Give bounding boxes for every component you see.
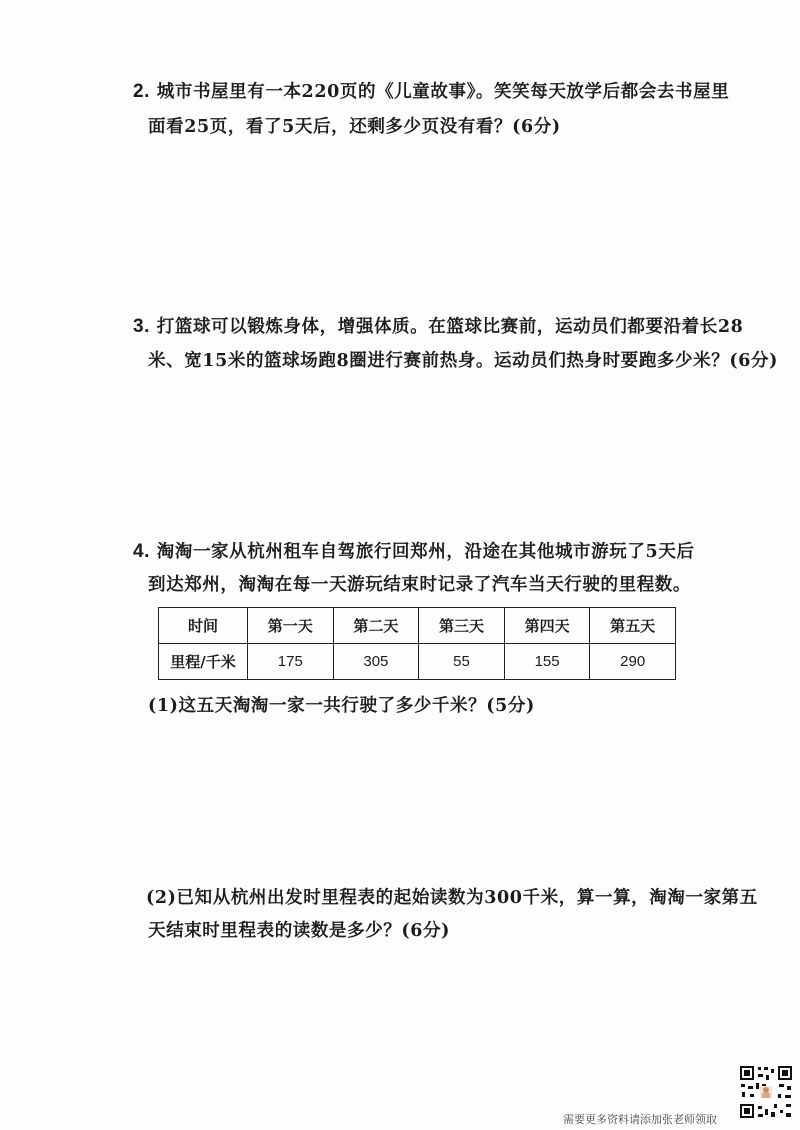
table-header-cell: 第一天 [248,608,334,644]
table-header-cell: 第五天 [590,608,676,644]
table-cell: 305 [333,644,419,680]
question-4-sub-2-line-1: (2)已知从杭州出发时里程表的起始读数为300千米，算一算，淘淘一家第五 [146,888,758,908]
question-2-line-2: 面看25页，看了5天后，还剩多少页没有看？(6分) [148,117,561,137]
question-3-number: 3. [133,316,151,337]
question-2-number: 2. [133,81,151,102]
question-3-line-2: 米、宽15米的篮球场跑8圈进行赛前热身。运动员们热身时要跑多少米？(6分) [148,351,778,371]
question-3-text-1: 打篮球可以锻炼身体，增强体质。在篮球比赛前，运动员们都要沿着长28 [156,317,744,337]
question-2-text-1: 城市书屋里有一本220页的《儿童故事》。笑笑每天放学后都会去书屋里 [156,82,730,102]
footer-note: 需要更多资料请添加张老师领取 [563,1113,717,1126]
question-4-line-1 [133,538,694,563]
table-header-cell: 第三天 [419,608,505,644]
question-2-line-1 [133,78,729,103]
question-4-text-1: 淘淘一家从杭州租车自驾旅行回郑州，沿途在其他城市游玩了5天后 [156,542,695,562]
table-cell: 290 [590,644,676,680]
mileage-table [158,607,676,680]
table-header-cell: 第二天 [333,608,419,644]
table-cell: 55 [419,644,505,680]
table-header-cell: 第四天 [504,608,590,644]
question-4-sub-2-line-2: 天结束时里程表的读数是多少？(6分) [148,921,451,941]
table-row-label: 里程/千米 [159,644,248,680]
table-cell: 175 [248,644,334,680]
table-row [159,644,676,680]
question-4-sub-1: (1)这五天淘淘一家一共行驶了多少千米？(5分) [148,696,535,716]
question-4-number: 4. [133,541,151,562]
qr-code-icon [738,1064,794,1120]
table-header-row [159,608,676,644]
question-4-line-2: 到达郑州，淘淘在每一天游玩结束时记录了汽车当天行驶的里程数。 [148,575,691,595]
table-cell: 155 [504,644,590,680]
table-header-cell: 时间 [159,608,248,644]
question-3-line-1 [133,313,743,338]
